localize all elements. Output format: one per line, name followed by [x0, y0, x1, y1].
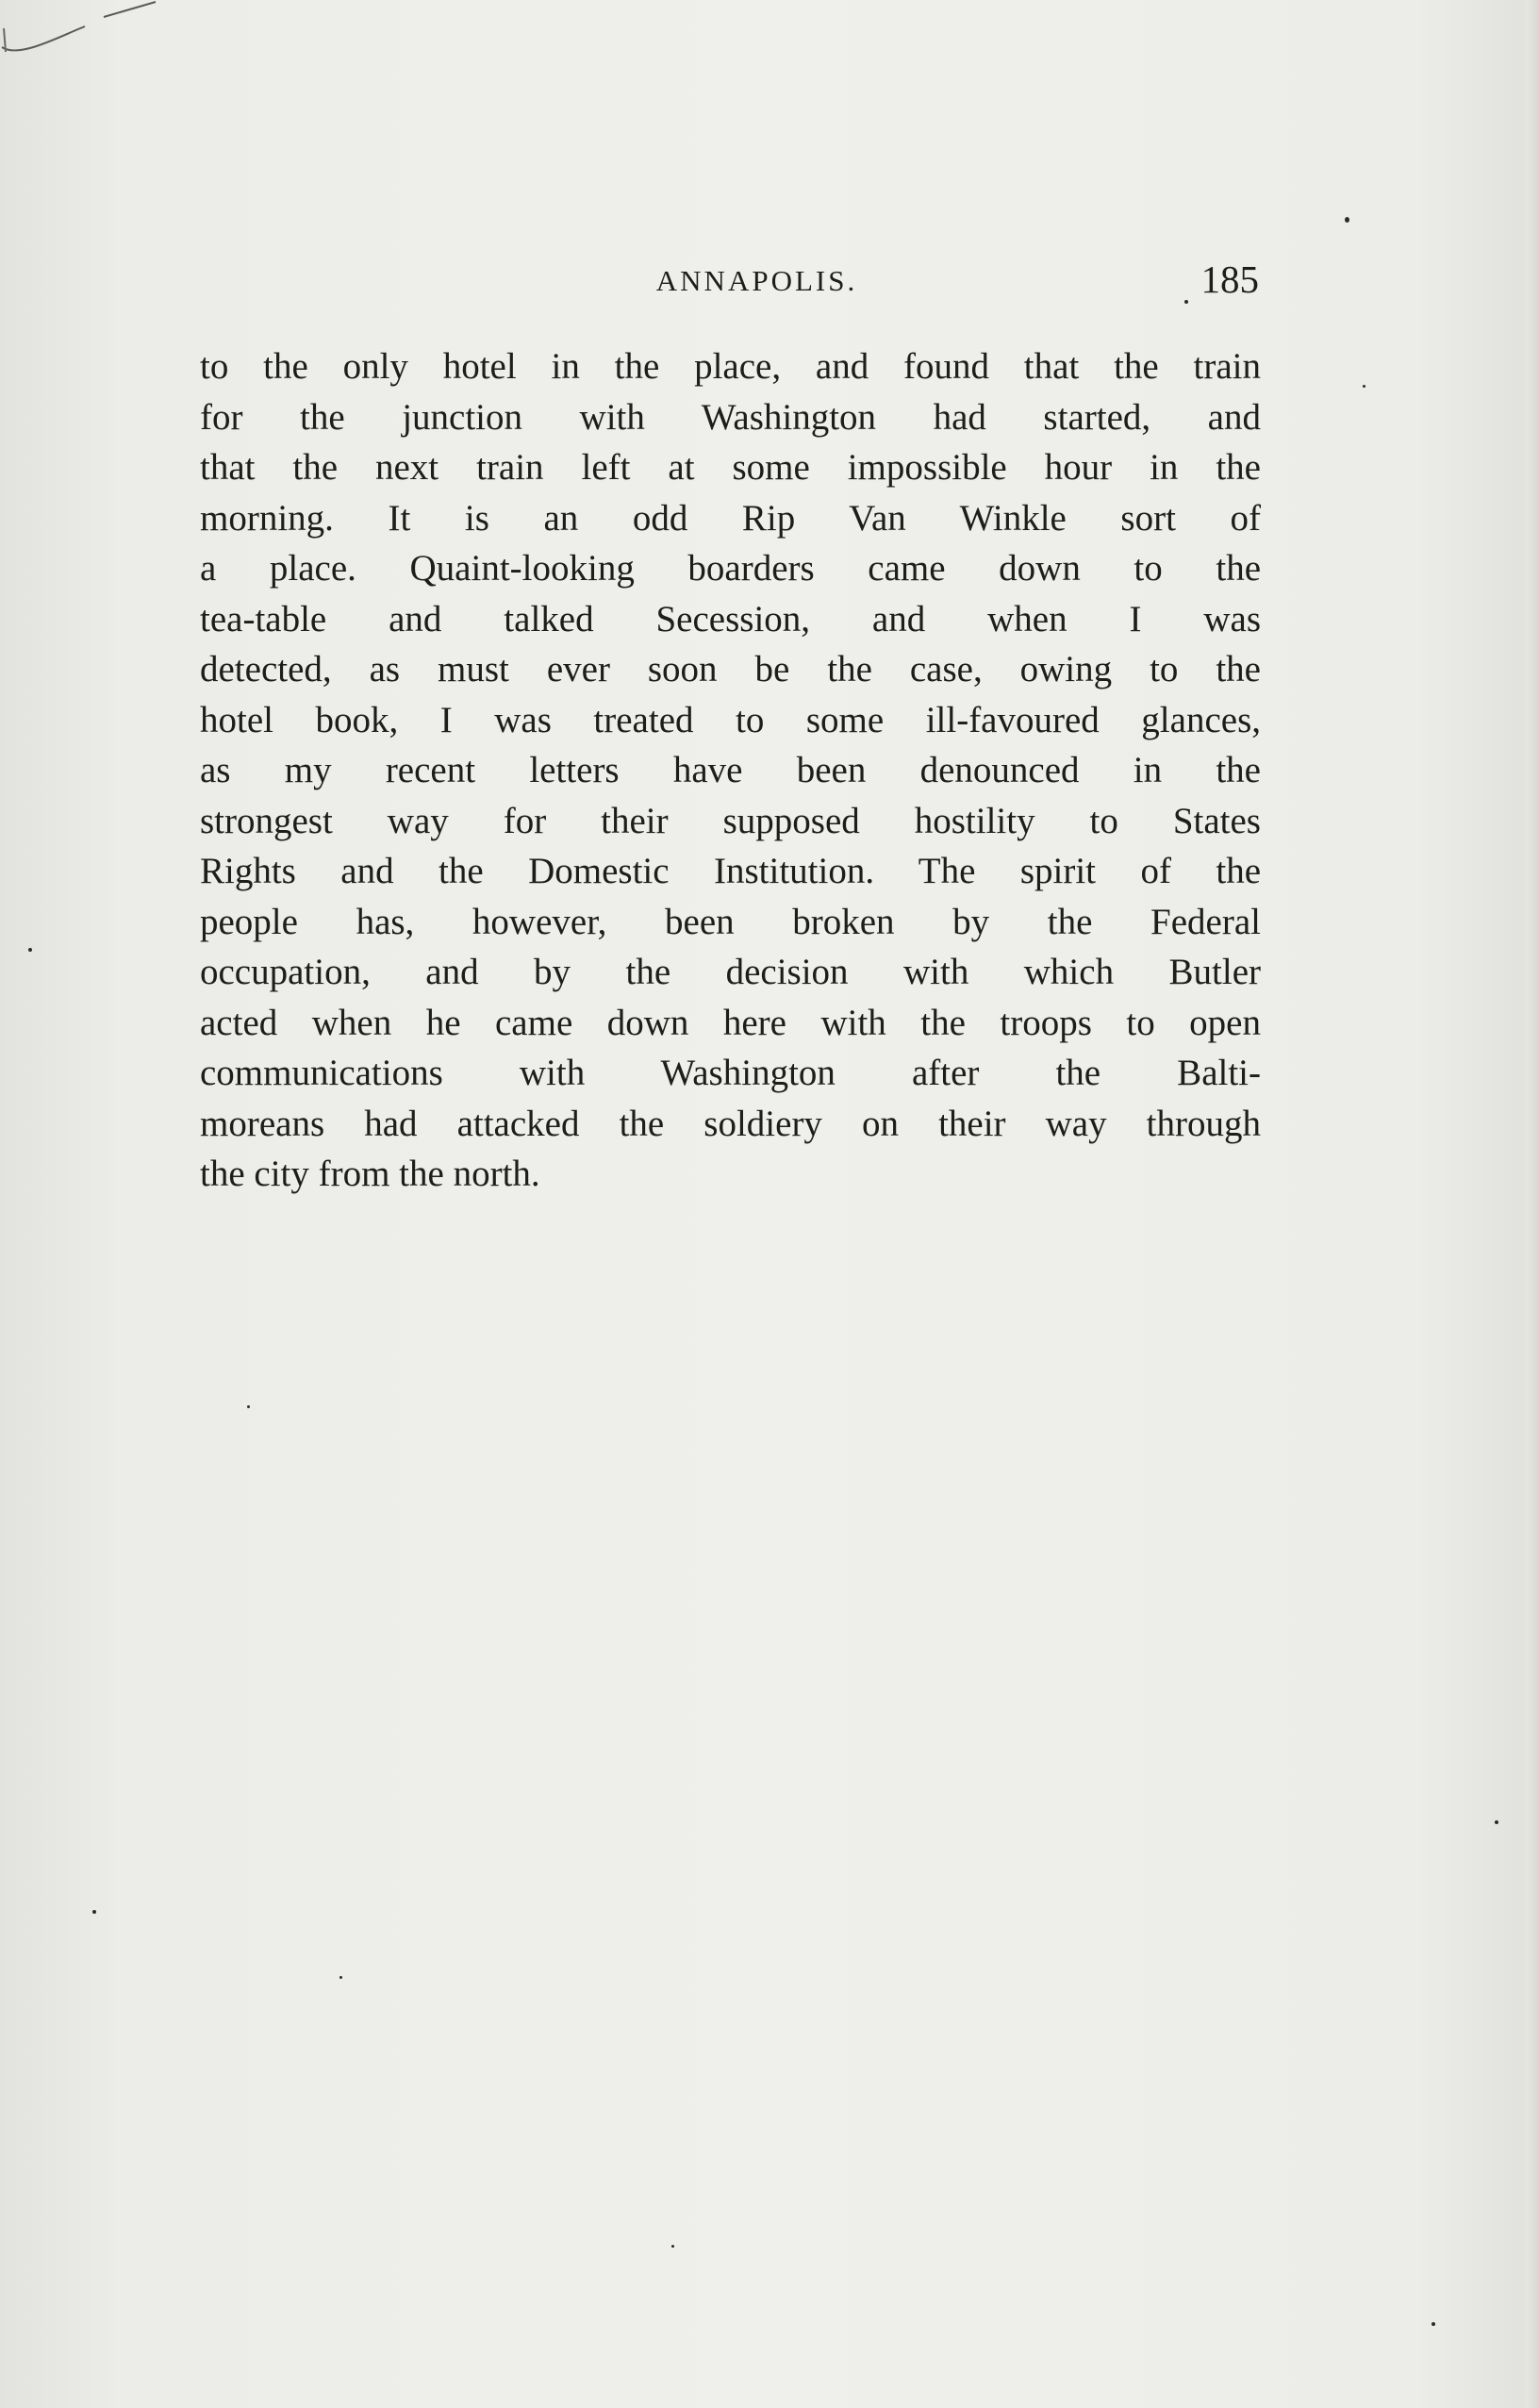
text-line: that the next train left at some impossible hour in the [200, 447, 1261, 488]
text-line: people has, however, been broken by the Federal [200, 901, 1261, 942]
paper-speck [247, 1405, 250, 1408]
text-line: acted when he came down here with the troops to open [200, 1002, 1261, 1043]
body-text [200, 341, 1261, 1200]
text-line: as my recent letters have been denounced in the [200, 750, 1261, 790]
paper-speck [1345, 217, 1349, 223]
page-edge-shadow [1526, 0, 1539, 2408]
paper-speck [92, 1910, 96, 1914]
text-line: communications with Washington after the Balti- [200, 1053, 1261, 1093]
text-line: strongest way for their supposed hostility to States [200, 800, 1261, 841]
pencil-mark-icon [0, 0, 170, 66]
paper-speck [671, 2245, 674, 2248]
paper-speck [1495, 1820, 1498, 1824]
running-head [198, 257, 1259, 313]
text-line: tea-table and talked Secession, and when I was [200, 598, 1261, 639]
page-number: 185 [1200, 257, 1259, 301]
paper-speck [1363, 385, 1365, 388]
text-line: detected, as must ever soon be the case, owing to the [200, 649, 1261, 689]
paper-speck [1431, 2322, 1435, 2326]
paper-speck [339, 1976, 342, 1979]
running-title: ANNAPOLIS. [655, 264, 858, 297]
paper-speck [1184, 300, 1188, 304]
text-line: a place. Quaint-looking boarders came down to the [200, 548, 1261, 589]
paper-speck [28, 948, 32, 952]
text-line: occupation, and by the decision with which Butler [200, 952, 1261, 992]
text-line: hotel book, I was treated to some ill-favoured glances, [200, 699, 1261, 740]
text-line: Rights and the Domestic Institution. The spirit of the [200, 851, 1261, 891]
text-line: to the only hotel in the place, and found that the train [200, 346, 1261, 387]
text-line: for the junction with Washington had started, and [200, 396, 1261, 438]
text-line: the city from the north. [200, 1154, 540, 1194]
text-line: moreans had attacked the soldiery on their way through [200, 1103, 1261, 1144]
text-line: morning. It is an odd Rip Van Winkle sort of [200, 497, 1261, 539]
